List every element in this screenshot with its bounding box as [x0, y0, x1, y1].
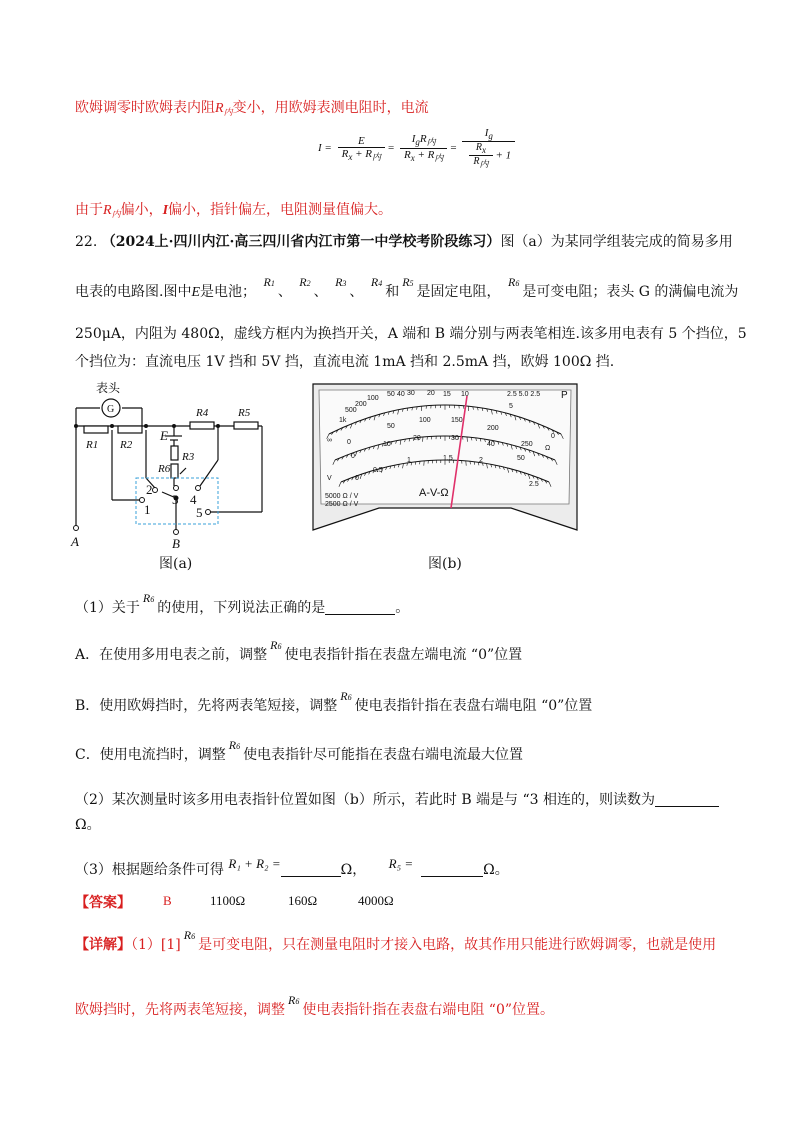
- sep: 、: [277, 284, 292, 300]
- ohm-40: 40: [397, 391, 405, 398]
- p-mark: P: [561, 390, 568, 401]
- frac-2: [400, 133, 447, 164]
- r: R: [142, 591, 151, 605]
- sub-g: g: [488, 131, 493, 141]
- switch-4: 4: [190, 492, 197, 507]
- sub-nei: 内: [479, 159, 489, 169]
- text: 使电表指针指在表盘左端电流 “0”位置: [284, 647, 523, 663]
- text: 使电表指针指在表盘右端电阻 “0”位置。: [302, 1002, 555, 1018]
- inner-num: [469, 142, 492, 156]
- i-sym: I: [484, 127, 489, 139]
- text: A．在使用多用电表之前，调整: [75, 647, 268, 663]
- answer-tag: [75, 893, 131, 913]
- eq-2: R₅ =: [388, 856, 414, 871]
- dc-250: 250: [521, 441, 533, 448]
- q1-line: [75, 591, 410, 620]
- spec-2: 2500 Ω / V: [325, 501, 359, 508]
- s: 5: [409, 279, 414, 288]
- ohm-15: 15: [443, 391, 451, 398]
- mid-50: 50: [517, 455, 525, 462]
- r-symbol: R: [215, 101, 224, 116]
- ohm-50: 50: [387, 391, 395, 398]
- intro-line-1: [75, 98, 429, 123]
- ohm-0: 0: [551, 433, 555, 440]
- option-c: [75, 738, 524, 767]
- s: 4: [378, 279, 383, 288]
- eq-1: R₁ + R₂ =: [228, 856, 281, 871]
- q2-line-2: Ω。: [75, 817, 101, 833]
- center-label: A-V-Ω: [419, 487, 449, 499]
- r-b: R: [365, 147, 372, 160]
- r-sub: 内: [223, 108, 233, 118]
- text: 是可变电阻，只在测量电阻时才接入电路，故其作用只能进行欧姆调零，也就是使用: [198, 937, 717, 953]
- ohm-inf: ∞: [327, 437, 332, 444]
- frac-2-num: [400, 133, 447, 149]
- question-number: 22.: [75, 234, 98, 250]
- frac-3-num: [462, 127, 515, 142]
- text: 。: [395, 600, 410, 616]
- r6-label: R6: [158, 463, 171, 475]
- text: Ω，: [340, 862, 367, 878]
- text: 由于: [75, 202, 103, 218]
- r2-label: R2: [120, 439, 133, 451]
- r1-label: R1: [86, 439, 99, 451]
- r-a: R: [341, 147, 349, 160]
- text: （1）关于: [75, 600, 140, 616]
- s: 6: [347, 693, 352, 702]
- text: C．使用电流挡时，调整: [75, 747, 226, 763]
- r-sub: 内: [111, 210, 121, 220]
- question-line-2: [75, 275, 739, 304]
- sub-nei: 内: [372, 151, 382, 162]
- r: R: [299, 275, 307, 289]
- mid-0: 0: [351, 453, 355, 460]
- ohm-5: 5: [509, 403, 513, 410]
- text: （1）[1]: [131, 937, 181, 953]
- text: Ω。: [483, 862, 509, 878]
- g-label: G: [107, 404, 115, 415]
- r6-symbol: [340, 686, 351, 708]
- e-label: E: [160, 428, 168, 443]
- r5-label: R5: [238, 407, 251, 419]
- text: 是固定电阻，: [416, 284, 501, 300]
- s: 6: [150, 595, 155, 604]
- r: R: [402, 275, 410, 289]
- sub-nei: 内: [426, 137, 436, 147]
- answer-2: 1100Ω: [210, 893, 246, 908]
- r: R: [263, 275, 271, 289]
- low-0: 0: [355, 475, 359, 482]
- s: 3: [342, 279, 347, 288]
- b-label: B: [172, 536, 180, 551]
- r4-symbol: [371, 272, 382, 294]
- dc-0: 0: [347, 439, 351, 446]
- ohm-100: 100: [367, 395, 379, 402]
- s: 6: [191, 932, 196, 941]
- r3-label: R3: [182, 451, 195, 463]
- caption-a: 图(a): [159, 556, 193, 572]
- i-symbol: I: [162, 203, 169, 218]
- s: 1: [270, 279, 275, 288]
- mid-40: 40: [487, 441, 495, 448]
- text: （2）某次测量时该多用电表指针位置如图（b）所示，若此时 B 端是与 “3 相连的，则读数为: [75, 792, 656, 808]
- inner-den: [469, 156, 492, 170]
- switch-1: 1: [144, 502, 151, 517]
- top-right-values: 2.5 5.0 2.5: [507, 391, 541, 398]
- ohm-500: 500: [345, 407, 357, 414]
- answer-tag-text: 【答案】: [75, 895, 131, 911]
- sub-g: g: [415, 137, 420, 147]
- r: R: [270, 638, 278, 652]
- dc-200: 200: [487, 425, 499, 432]
- meter-dial: [311, 382, 579, 532]
- text: 使电表指针指在表盘右端电阻 “0”位置: [354, 698, 593, 714]
- answer-3: 160Ω: [288, 893, 318, 908]
- frac-2-den: $R_x + R_内$: [403, 149, 444, 163]
- intro-text: 欧姆调零时欧姆表内阻: [75, 100, 215, 116]
- a-label: A: [71, 534, 79, 549]
- switch-2: 2: [146, 482, 153, 497]
- r1-symbol: [263, 272, 274, 294]
- circuit-diagram: [62, 380, 280, 555]
- text: 电表的电路图.图中: [75, 284, 192, 300]
- switch-5: 5: [196, 505, 203, 520]
- r: R: [183, 928, 192, 942]
- r6-symbol: [184, 925, 195, 947]
- low-0-5: 0.5: [373, 467, 383, 474]
- r-b: R: [427, 149, 435, 161]
- switch-3: 3: [172, 492, 179, 507]
- r6-symbol: [143, 588, 154, 610]
- ohm-20: 20: [427, 390, 435, 397]
- r: R: [340, 689, 348, 703]
- ohm-30: 30: [407, 390, 415, 397]
- option-b: [75, 689, 593, 718]
- text: 是可变电阻；表头 G 的满偏电流为: [522, 284, 739, 300]
- answer-1: B: [163, 893, 172, 908]
- answer-blank-4[interactable]: [421, 860, 483, 877]
- ohm-10: 10: [461, 391, 469, 398]
- question-text: 图（a）为某同学组装完成的简易多用: [500, 234, 733, 250]
- low-2-5: 2.5: [529, 481, 539, 488]
- s: 6: [295, 997, 300, 1006]
- answer-blank-3[interactable]: [281, 860, 341, 877]
- r6-symbol: [508, 272, 519, 294]
- low-2: 2: [479, 457, 483, 464]
- r2-symbol: [299, 272, 310, 294]
- r-x: R: [475, 142, 482, 153]
- sub-x: x: [481, 145, 486, 155]
- frac-3: [462, 127, 515, 170]
- r: R: [508, 275, 516, 289]
- formula-lhs: I =: [318, 142, 332, 155]
- spec-1: 5000 Ω / V: [325, 493, 359, 500]
- low-1-5: 1.5: [443, 455, 453, 462]
- r3-symbol: [335, 272, 346, 294]
- r-sym: R: [419, 133, 427, 145]
- ohm-1k: 1k: [339, 417, 347, 424]
- question-line-1: [75, 232, 733, 252]
- formula: I = $\frac{E}{R_x + R_内}$ = $\frac{I_gR_内}{R_x + R_内}$ = $I_g$ $\frac{Rx}{\text{R内}}$ + 1: [318, 127, 518, 170]
- v-mark: V: [327, 475, 332, 482]
- sub-x: x: [410, 153, 415, 163]
- frac-1-num: E: [338, 135, 385, 148]
- sub-nei: 内: [434, 153, 444, 163]
- sep: 、: [349, 284, 364, 300]
- text: 欧姆挡时，先将两表笔短接，调整: [75, 1002, 285, 1018]
- text: 偏小，: [120, 202, 163, 218]
- text: 偏小，指针偏左，电阻测量值偏大。: [168, 202, 393, 218]
- ohm-200: 200: [355, 401, 367, 408]
- frac-3-den: [462, 142, 515, 170]
- r6-symbol: [288, 990, 299, 1012]
- plus-one: + 1: [495, 149, 512, 162]
- question-source: （2024上·四川内江·高三四川省内江市第一中学校考阶段练习）: [101, 234, 501, 250]
- text: （3）根据题给条件可得: [75, 862, 224, 878]
- dc-50: 50: [387, 423, 395, 430]
- intro-line-2: [75, 200, 392, 225]
- omega-mark: Ω: [545, 445, 551, 452]
- text: 使电表指针尽可能指在表盘右端电流最大位置: [243, 747, 524, 763]
- q3-line: [75, 856, 509, 880]
- s: 6: [236, 742, 241, 751]
- text: B．使用欧姆挡时，先将两表笔短接，调整: [75, 698, 338, 714]
- r-nei: R: [473, 156, 480, 167]
- q2-line-1: [75, 790, 719, 810]
- s: 6: [277, 642, 282, 651]
- answer-blank-2[interactable]: [655, 790, 719, 807]
- mid-30: 30: [451, 435, 459, 442]
- detail-line-1: [75, 928, 717, 957]
- r6-symbol: [270, 635, 281, 657]
- inner-frac: [469, 142, 492, 170]
- i-sym: I: [411, 133, 416, 145]
- caption-b: 图(b): [428, 556, 462, 572]
- dc-150: 150: [451, 417, 463, 424]
- r6-symbol: [229, 735, 240, 757]
- sep: 、: [313, 284, 328, 300]
- r: R: [288, 993, 296, 1007]
- answer-blank-1[interactable]: [325, 598, 395, 615]
- option-a: [75, 638, 523, 667]
- mid-10: 10: [383, 441, 391, 448]
- detail-line-2: [75, 993, 555, 1022]
- question-line-4: 个挡位为：直流电压 1V 挡和 5V 挡，直流电流 1mA 挡和 2.5mA 挡，欧姆 100Ω 挡.: [75, 354, 615, 370]
- dc-100: 100: [419, 417, 431, 424]
- r-symbol: R: [103, 203, 112, 218]
- r-a: R: [403, 149, 411, 161]
- r: R: [335, 275, 343, 289]
- text: 是电池；: [200, 284, 257, 300]
- s: 6: [515, 279, 520, 288]
- and: 和: [385, 284, 400, 300]
- detail-tag: 【详解】: [75, 937, 131, 953]
- intro-text-rest: 变小，用欧姆表测电阻时，电流: [232, 100, 429, 116]
- question-line-3: 250μA，内阻为 480Ω，虚线方框内为换挡开关，A 端和 B 端分别与两表笔相连.该多用电表有 5 个挡位，5: [75, 326, 747, 342]
- sub-x: x: [348, 151, 353, 162]
- text: 的使用，下列说法正确的是: [157, 600, 326, 616]
- r: R: [228, 738, 237, 752]
- r5-symbol: [402, 272, 413, 294]
- answer-4: 4000Ω: [358, 893, 394, 908]
- frac-1: [338, 135, 385, 163]
- low-1: 1: [407, 457, 411, 464]
- head-label: 表头: [96, 381, 121, 395]
- frac-1-den: $R_x + R_内$: [341, 147, 382, 162]
- mid-20: 20: [413, 435, 421, 442]
- r4-label: R4: [196, 407, 209, 419]
- r: R: [370, 275, 379, 289]
- e-symbol: E: [191, 285, 201, 300]
- s: 2: [306, 279, 311, 288]
